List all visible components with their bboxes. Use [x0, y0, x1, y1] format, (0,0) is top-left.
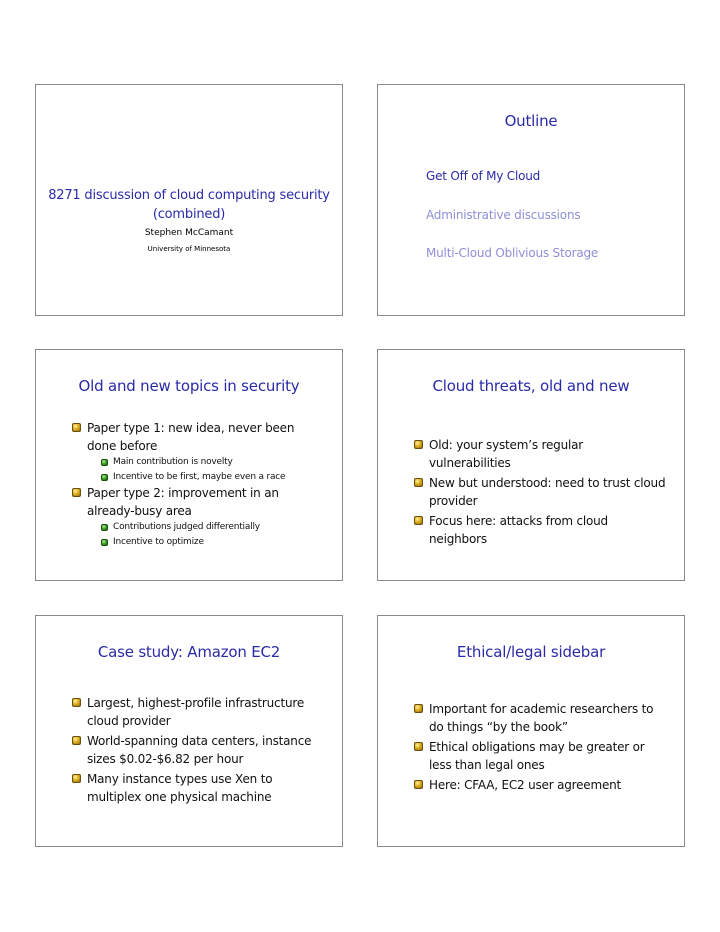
bullet-item	[414, 739, 664, 774]
slide-cloud-threats	[377, 349, 685, 581]
sub-bullet-list	[87, 455, 312, 485]
slide-title: Outline	[504, 112, 558, 130]
bullet-item	[414, 437, 666, 472]
bullet-icon	[414, 704, 423, 713]
author-name: Stephen McCamant	[144, 228, 234, 238]
bullet-text: Many instance types use Xen to multiplex one physical machine	[87, 772, 273, 804]
bullet-item	[414, 701, 664, 736]
title-line-1: 8271 discussion of cloud computing security	[48, 188, 330, 203]
author-affiliation: University of Minnesota	[147, 245, 231, 253]
slide-title: Case study: Amazon EC2	[97, 643, 281, 661]
bullet-text: Paper type 2: improvement in an already-busy area	[87, 486, 279, 518]
sub-bullet-icon	[101, 474, 108, 481]
bullet-item	[72, 485, 312, 550]
sub-bullet-item	[101, 470, 312, 485]
bullet-text: World-spanning data centers, instance sizes $0.02-$6.82 per hour	[87, 734, 312, 766]
bullet-item	[414, 475, 666, 510]
bullet-item	[414, 513, 666, 548]
slide-title: Cloud threats, old and new	[432, 377, 630, 395]
bullet-text: Important for academic researchers to do things “by the book”	[429, 702, 654, 734]
sub-bullet-text: Main contribution is novelty	[113, 457, 233, 467]
sub-bullet-item	[101, 535, 312, 550]
sub-bullet-icon	[101, 524, 108, 531]
sub-bullet-item	[101, 520, 312, 535]
sub-bullet-text: Contributions judged differentially	[113, 522, 260, 532]
slide-title: Old and new topics in security	[78, 377, 300, 395]
bullet-item	[414, 777, 664, 795]
sub-bullet-icon	[101, 459, 108, 466]
bullet-list	[414, 437, 666, 548]
bullet-list	[72, 420, 312, 550]
bullet-list	[414, 701, 664, 795]
bullet-text: Paper type 1: new idea, never been done before	[87, 421, 295, 453]
sub-bullet-list	[87, 520, 312, 550]
slide-old-new-topics	[35, 349, 343, 581]
sub-bullet-text: Incentive to be first, maybe even a race	[113, 472, 286, 482]
slide-cover	[35, 84, 343, 316]
bullet-icon	[414, 516, 423, 525]
bullet-item	[72, 771, 312, 806]
bullet-icon	[414, 478, 423, 487]
bullet-icon	[72, 774, 81, 783]
outline-item: Multi-Cloud Oblivious Storage	[426, 246, 599, 260]
bullet-text: Ethical obligations may be greater or less than legal ones	[429, 740, 645, 772]
bullet-icon	[414, 742, 423, 751]
slide-case-study-ec2	[35, 615, 343, 847]
outline-item: Administrative discussions	[426, 208, 581, 222]
bullet-text: New but understood: need to trust cloud provider	[429, 476, 666, 508]
bullet-item	[72, 733, 312, 768]
bullet-text: Largest, highest-profile infrastructure cloud provider	[87, 696, 305, 728]
outline-item-current: Get Off of My Cloud	[426, 169, 541, 183]
bullet-list	[72, 695, 312, 806]
bullet-icon	[414, 780, 423, 789]
slide-title	[46, 186, 332, 224]
slide-title: Ethical/legal sidebar	[456, 643, 606, 661]
sub-bullet-item	[101, 455, 312, 470]
bullet-text: Focus here: attacks from cloud neighbors	[429, 514, 608, 546]
bullet-icon	[72, 488, 81, 497]
sub-bullet-icon	[101, 539, 108, 546]
title-line-2: (combined)	[152, 207, 226, 222]
bullet-icon	[72, 423, 81, 432]
bullet-icon	[72, 698, 81, 707]
slide-ethical-legal	[377, 615, 685, 847]
bullet-text: Old: your system’s regular vulnerabilities	[429, 438, 584, 470]
sub-bullet-text: Incentive to optimize	[113, 537, 204, 547]
bullet-icon	[414, 440, 423, 449]
bullet-text: Here: CFAA, EC2 user agreement	[429, 778, 622, 792]
bullet-item	[72, 420, 312, 485]
bullet-icon	[72, 736, 81, 745]
bullet-item	[72, 695, 312, 730]
slide-outline	[377, 84, 685, 316]
